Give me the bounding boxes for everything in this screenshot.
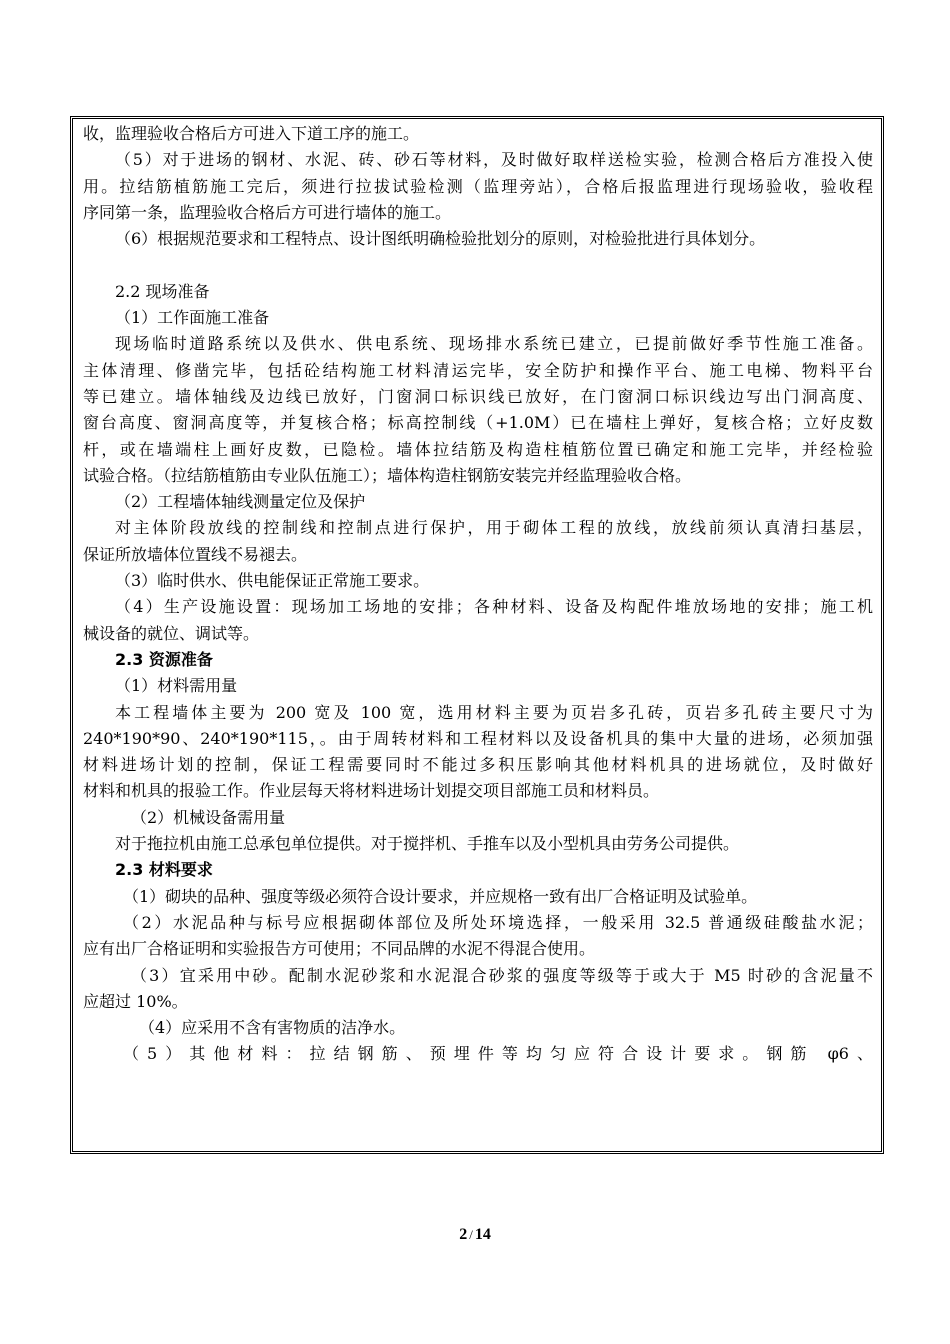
total-pages: 14 — [474, 1226, 491, 1243]
paragraph-line: （4）生产设施设置：现场加工场地的安排；各种材料、设备及构配件堆放场地的安排；施工机 — [115, 597, 873, 617]
paragraph-line: 序同第一条，监理验收合格后方可进行墙体的施工。 — [83, 202, 452, 222]
page-separator: / — [469, 1227, 473, 1242]
paragraph-line: 对主体阶段放线的控制线和控制点进行保护，用于砌体工程的放线，放线前须认真清扫基层， — [115, 518, 873, 538]
paragraph-line: （3）临时供水、供电能保证正常施工要求。 — [115, 571, 430, 591]
paragraph-line: 材料进场计划的控制，保证工程需要同时不能过多积压影响其他材料机具的进场就位，及时做好 — [83, 755, 873, 775]
paragraph-line: （2）水泥品种与标号应根据砌体部位及所处环境选择，一般采用 32.5 普通级硅酸盐水泥； — [123, 912, 873, 932]
paragraph-line: 240*190*90、240*190*115，。由于周转材料和工程材料以及设备机具的集中大量的进场，必须加强 — [83, 728, 873, 748]
paragraph-line: （4）应采用不含有害物质的洁净水。 — [139, 1018, 406, 1038]
paragraph-line: （5）对于进场的钢材、水泥、砖、砂石等材料，及时做好取样送检实验，检测合格后方准投入使 — [115, 150, 873, 170]
paragraph-line: 械设备的就位、调试等。 — [83, 623, 260, 643]
paragraph-line: 窗台高度、窗洞高度等，并复核合格；标高控制线（+1.0M）已在墙柱上弹好，复核合格；立好皮数 — [83, 413, 873, 433]
paragraph-line: （6）根据规范要求和工程特点、设计图纸明确检验批划分的原则，对检验批进行具体划分。 — [115, 229, 766, 249]
paragraph-line: 杆，或在墙端柱上画好皮数，已隐检。墙体拉结筋及构造柱植筋位置已确定和施工完毕，并经检验 — [83, 439, 873, 459]
subsection-heading: （2）工程墙体轴线测量定位及保护 — [115, 492, 366, 512]
paragraph-line: （1）砌块的品种、强度等级必须符合设计要求，并应规格一致有出厂合格证明及试验单。 — [123, 886, 758, 906]
paragraph-line: 试验合格。（拉结筋植筋由专业队伍施工）；墙体构造柱钢筋安装完并经监理验收合格。 — [83, 465, 692, 485]
blank-line — [83, 252, 873, 278]
paragraph-line: 应超过 10%。 — [83, 991, 188, 1011]
paragraph-line: 本工程墙体主要为 200 宽及 100 宽，选用材料主要为页岩多孔砖，页岩多孔砖主要尺寸为 — [115, 702, 873, 722]
paragraph-line: 现场临时道路系统以及供水、供电系统、现场排水系统已建立，已提前做好季节性施工准备。 — [115, 334, 873, 354]
section-heading: 2.2 现场准备 — [115, 281, 210, 301]
paragraph-line: 对于拖拉机由施工总承包单位提供。对于搅拌机、手推车以及小型机具由劳务公司提供。 — [115, 834, 740, 854]
paragraph-line: 保证所放墙体位置线不易褪去。 — [83, 544, 308, 564]
paragraph-line: （3）宜采用中砂。配制水泥砂浆和水泥混合砂浆的强度等级等于或大于 M5 时砂的含泥量不 — [131, 965, 873, 985]
page-number — [0, 1226, 950, 1244]
paragraph-line: 应有出厂合格证明和实验报告方可使用；不同品牌的水泥不得混合使用。 — [83, 939, 596, 959]
current-page: 2 — [459, 1226, 468, 1243]
section-heading: 2.3 资源准备 — [115, 649, 213, 669]
subsection-heading: （1）材料需用量 — [115, 676, 238, 696]
subsection-heading: （1）工作面施工准备 — [115, 308, 270, 328]
paragraph-line: （5）其他材料：拉结钢筋、预埋件等均匀应符合设计要求。钢筋 φ6、 — [123, 1044, 873, 1064]
section-heading: 2.3 材料要求 — [115, 860, 213, 880]
paragraph-line: 用。拉结筋植筋施工完后，须进行拉拔试验检测（监理旁站），合格后报监理进行现场验收，验收程 — [83, 176, 873, 196]
paragraph-line: 材料和机具的报验工作。作业层每天将材料进场计划提交项目部施工员和材料员。 — [83, 781, 660, 801]
paragraph-line: 收，监理验收合格后方可进入下道工序的施工。 — [83, 124, 420, 143]
subsection-heading: （2）机械设备需用量 — [131, 807, 286, 827]
document-body — [73, 119, 881, 1068]
paragraph-line: 主体清理、修凿完毕，包括砼结构施工材料清运完毕，安全防护和操作平台、施工电梯、物料平台 — [83, 360, 873, 380]
paragraph-line: 等已建立。墙体轴线及边线已放好，门窗洞口标识线已放好，在门窗洞口标识线边写出门洞高度、 — [83, 386, 873, 406]
document-frame — [70, 116, 884, 1154]
